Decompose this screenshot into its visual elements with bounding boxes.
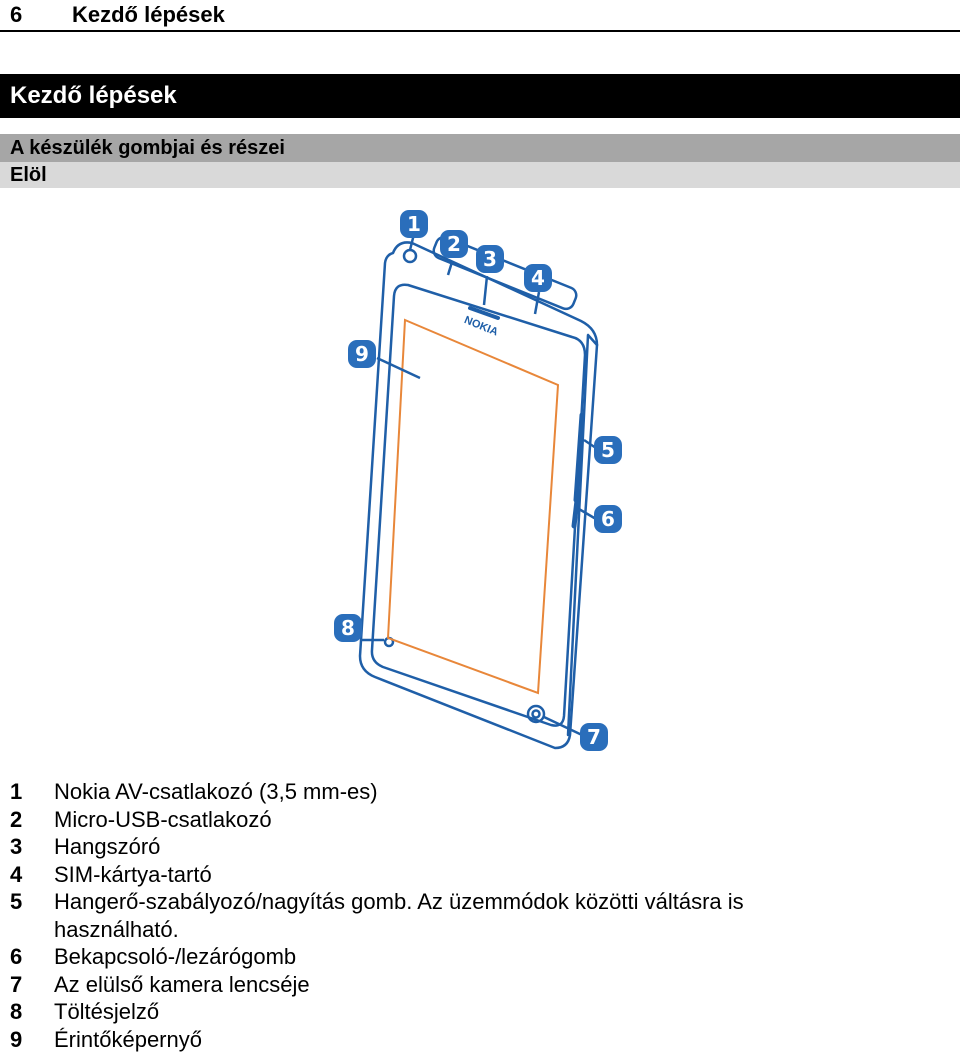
svg-text:2: 2 (447, 232, 461, 256)
subsection-title: Elöl (0, 162, 960, 188)
callout-9 (348, 340, 376, 368)
legend-item (10, 833, 950, 861)
legend-item (10, 806, 950, 834)
legend-number (10, 916, 54, 944)
legend-text: Nokia AV-csatlakozó (3,5 mm-es) (54, 779, 378, 804)
phone-front-figure (0, 190, 960, 770)
legend-item (10, 778, 950, 806)
legend-item-continuation (10, 916, 950, 944)
legend-text: Hangerő-szabályozó/nagyítás gomb. Az üzemmódok közötti váltásra is (54, 889, 744, 914)
svg-text:8: 8 (341, 616, 355, 640)
running-header-title: Kezdő lépések (72, 2, 225, 27)
callout-8 (334, 614, 362, 642)
legend-item (10, 943, 950, 971)
svg-text:3: 3 (483, 247, 497, 271)
callout-5 (594, 436, 622, 464)
callout-1 (400, 210, 428, 238)
svg-text:7: 7 (587, 725, 601, 749)
legend-number: 5 (10, 889, 23, 914)
legend-item (10, 888, 950, 916)
svg-text:4: 4 (531, 266, 545, 290)
legend-number: 1 (10, 779, 23, 804)
section-title: A készülék gombjai és részei (0, 134, 960, 162)
svg-text:6: 6 (601, 507, 615, 531)
legend-number: 9 (10, 1026, 23, 1052)
legend-text: Érintőképernyő (54, 1026, 202, 1052)
legend-text: SIM-kártya-tartó (54, 861, 212, 887)
callout-4 (524, 264, 552, 292)
legend-number: 3 (10, 834, 23, 859)
av-jack (404, 250, 416, 262)
callout-6 (594, 505, 622, 533)
legend-number: 7 (10, 971, 23, 997)
page-number: 6 (10, 2, 23, 27)
phone-illustration (0, 190, 960, 770)
legend-number: 4 (10, 861, 23, 887)
legend-text: Töltésjelző (54, 999, 160, 1024)
brand-logo: NOKIA (462, 314, 500, 339)
svg-text:1: 1 (407, 212, 421, 236)
legend-text: Bekapcsoló-/lezárógomb (54, 944, 297, 969)
legend-text: használható. (54, 916, 179, 942)
svg-text:5: 5 (601, 438, 615, 462)
legend-number: 8 (10, 999, 23, 1024)
callout-7 (580, 723, 608, 751)
legend-item (10, 1026, 950, 1054)
callout-3 (476, 245, 504, 273)
parts-legend (10, 778, 950, 1053)
legend-item (10, 861, 950, 889)
svg-text:9: 9 (355, 342, 369, 366)
chapter-title: Kezdő lépések (0, 74, 960, 118)
legend-number: 2 (10, 806, 23, 832)
legend-text: Hangszóró (54, 834, 161, 859)
running-header (0, 0, 960, 32)
legend-text: Micro-USB-csatlakozó (54, 806, 272, 832)
legend-number: 6 (10, 944, 23, 969)
legend-item (10, 998, 950, 1026)
legend-text: Az elülső kamera lencséje (54, 971, 310, 997)
legend-item (10, 971, 950, 999)
callout-2 (440, 230, 468, 258)
